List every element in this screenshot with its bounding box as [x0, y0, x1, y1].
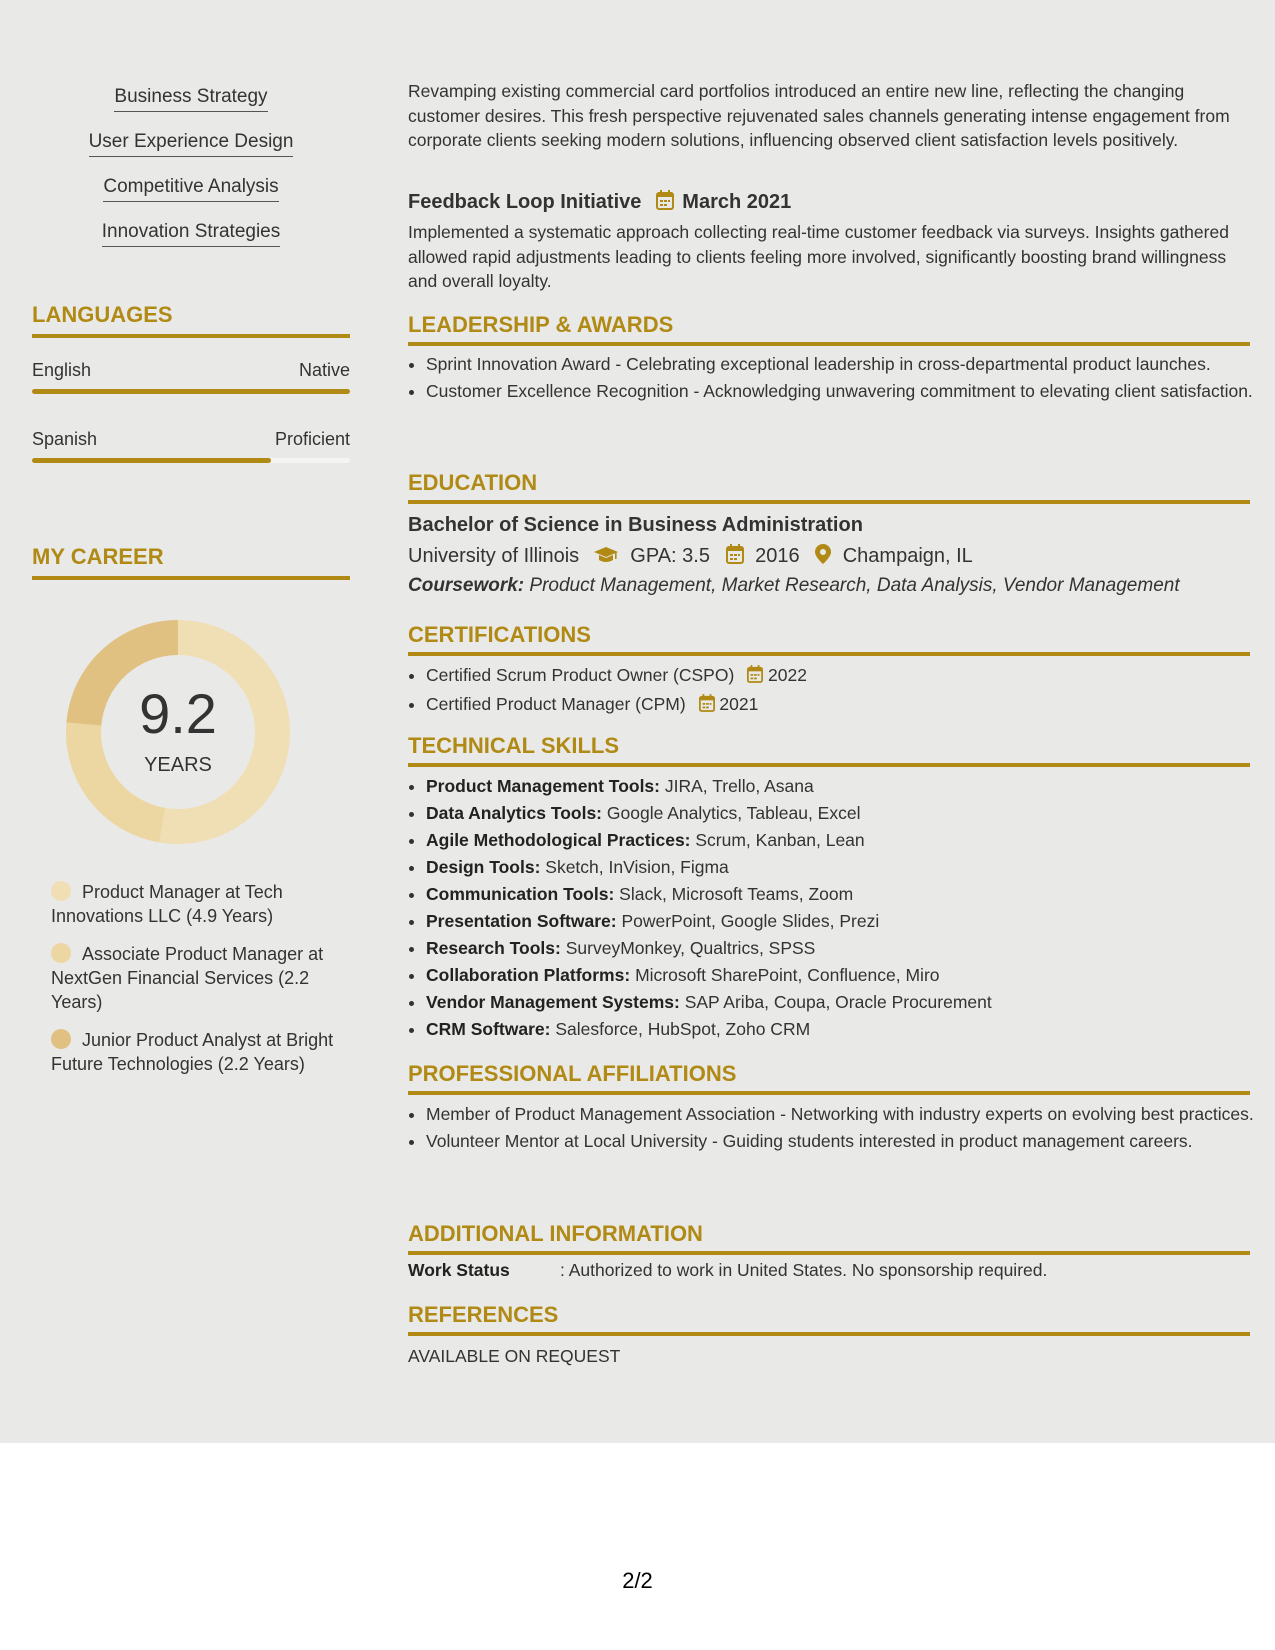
affiliations-heading: PROFESSIONAL AFFILIATIONS — [408, 1061, 1250, 1095]
page-number: 2/2 — [622, 1568, 653, 1593]
skill-category: Collaboration Platforms: — [426, 965, 631, 985]
project-date: March 2021 — [682, 191, 792, 213]
language-name: Spanish — [32, 429, 98, 449]
language-row-spanish — [32, 429, 350, 450]
language-level: Proficient — [274, 429, 350, 449]
certifications-heading: CERTIFICATIONS — [408, 622, 1250, 656]
career-total-years: 9.2 — [139, 682, 217, 745]
graduation-cap-icon — [593, 546, 619, 570]
coursework — [408, 575, 1250, 597]
skill-category: Product Management Tools: — [426, 776, 660, 796]
list-item: • Volunteer Mentor at Local University - Guiding students interested in product management careers. — [426, 1129, 1268, 1154]
list-item — [426, 962, 1268, 989]
skill-category: CRM Software: — [426, 1019, 551, 1039]
list-item — [426, 691, 1268, 720]
technical-skills-list — [408, 773, 1268, 1043]
skills-list — [32, 86, 350, 266]
language-name: English — [32, 360, 92, 380]
career-donut-chart — [66, 620, 290, 844]
career-years-unit: YEARS — [144, 754, 212, 776]
language-bar-spanish — [32, 458, 350, 463]
legend-item — [51, 880, 341, 928]
additional-info-heading: ADDITIONAL INFORMATION — [408, 1221, 1250, 1255]
skill-item — [32, 86, 350, 131]
project-header — [408, 190, 1250, 215]
skill-category: Communication Tools: — [426, 884, 615, 904]
list-item — [426, 773, 1268, 800]
skill-item — [32, 221, 350, 266]
leadership-list — [408, 352, 1268, 403]
school-name: University of Illinois — [408, 545, 580, 567]
legend-item — [51, 942, 341, 1014]
degree-title: Bachelor of Science in Business Administration — [408, 514, 863, 536]
list-item: • Customer Excellence Recognition - Acknowledging unwavering commitment to elevating client satisfaction. — [426, 379, 1268, 404]
skill-values: Sketch, InVision, Figma — [545, 857, 729, 877]
skill-category: Data Analytics Tools: — [426, 803, 603, 823]
project-title: Feedback Loop Initiative — [408, 191, 642, 213]
work-status-row — [408, 1260, 1250, 1281]
list-item — [426, 935, 1268, 962]
affiliations-list — [408, 1102, 1268, 1153]
skill-label: Competitive Analysis — [103, 176, 278, 202]
certification-name: Certified Scrum Product Owner (CSPO) — [426, 665, 735, 685]
education-heading: EDUCATION — [408, 470, 1250, 504]
references-heading: REFERENCES — [408, 1302, 1250, 1336]
coursework-label: Coursework: — [408, 575, 525, 596]
legend-dot — [51, 1029, 71, 1049]
career-heading: MY CAREER — [32, 544, 350, 580]
skill-values: JIRA, Trello, Asana — [664, 776, 814, 796]
skill-label: User Experience Design — [89, 131, 294, 157]
skill-item — [32, 176, 350, 221]
project-description: Implemented a systematic approach collecting real-time customer feedback via surveys. Insights gathered allowed rapid adjustments leading to clients feeling more involved, significantly boosting brand willingness and overall loyalty. — [408, 222, 1229, 291]
legend-dot — [51, 943, 71, 963]
work-status-value: : Authorized to work in United States. No sponsorship required. — [560, 1260, 1048, 1280]
references-text: AVAILABLE ON REQUEST — [408, 1346, 621, 1366]
skill-values: SAP Ariba, Coupa, Oracle Procurement — [684, 992, 992, 1012]
skill-category: Research Tools: — [426, 938, 561, 958]
coursework-text: Product Management, Market Research, Data Analysis, Vendor Management — [529, 575, 1180, 596]
list-item — [426, 854, 1268, 881]
skill-category: Agile Methodological Practices: — [426, 830, 691, 850]
legend-label: Product Manager at Tech Innovations LLC (4.9 Years) — [51, 882, 283, 926]
language-bar-fill — [32, 389, 350, 394]
list-item — [426, 1016, 1268, 1043]
calendar-icon — [747, 664, 763, 691]
school-location: Champaign, IL — [842, 545, 973, 567]
language-bar-fill — [32, 458, 271, 463]
skill-values: Scrum, Kanban, Lean — [695, 830, 865, 850]
list-item — [426, 800, 1268, 827]
skill-values: Salesforce, HubSpot, Zoho CRM — [555, 1019, 811, 1039]
certification-name: Certified Product Manager (CPM) — [426, 694, 686, 714]
education-details — [408, 544, 1250, 570]
skill-values: Microsoft SharePoint, Confluence, Miro — [635, 965, 940, 985]
leadership-heading: LEADERSHIP & AWARDS — [408, 312, 1250, 346]
language-level: Native — [298, 360, 350, 380]
list-item — [426, 881, 1268, 908]
skill-values: Google Analytics, Tableau, Excel — [606, 803, 861, 823]
certification-year: 2021 — [719, 694, 759, 714]
calendar-icon — [656, 190, 674, 215]
skill-label: Innovation Strategies — [102, 221, 281, 247]
skill-category: Design Tools: — [426, 857, 541, 877]
career-legend — [51, 880, 341, 1090]
legend-dot — [51, 881, 71, 901]
list-item — [426, 989, 1268, 1016]
graduation-year: 2016 — [755, 545, 800, 567]
skill-values: SurveyMonkey, Qualtrics, SPSS — [565, 938, 816, 958]
work-status-label: Work Status — [408, 1260, 510, 1280]
skill-category: Presentation Software: — [426, 911, 617, 931]
list-item — [426, 827, 1268, 854]
gpa: GPA: 3.5 — [630, 545, 710, 567]
location-pin-icon — [815, 544, 831, 570]
legend-label: Associate Product Manager at NextGen Financial Services (2.2 Years) — [51, 944, 324, 1012]
list-item — [426, 662, 1268, 691]
technical-skills-heading: TECHNICAL SKILLS — [408, 733, 1250, 767]
skill-values: PowerPoint, Google Slides, Prezi — [621, 911, 880, 931]
legend-item — [51, 1028, 341, 1076]
language-row-english — [32, 360, 350, 381]
calendar-icon — [726, 544, 744, 570]
list-item — [426, 908, 1268, 935]
list-item: • Member of Product Management Association - Networking with industry experts on evolving best practices. — [426, 1102, 1268, 1127]
languages-heading: LANGUAGES — [32, 302, 350, 338]
calendar-icon — [699, 693, 715, 720]
skill-item — [32, 131, 350, 176]
skill-category: Vendor Management Systems: — [426, 992, 680, 1012]
legend-label: Junior Product Analyst at Bright Future Technologies (2.2 Years) — [51, 1030, 334, 1074]
skill-label: Business Strategy — [114, 86, 267, 112]
certification-year: 2022 — [768, 665, 807, 685]
language-bar-english — [32, 389, 350, 394]
skill-values: Slack, Microsoft Teams, Zoom — [619, 884, 854, 904]
certifications-list — [408, 662, 1268, 720]
list-item: • Sprint Innovation Award - Celebrating exceptional leadership in cross-departmental product launches. — [426, 352, 1268, 377]
intro-paragraph: Revamping existing commercial card portfolios introduced an entire new line, reflecting the changing customer desires. This fresh perspective rejuvenated sales channels generating intense engagement from corporate clients seeking modern solutions, influencing observed client satisfaction levels positively. — [408, 81, 1230, 150]
